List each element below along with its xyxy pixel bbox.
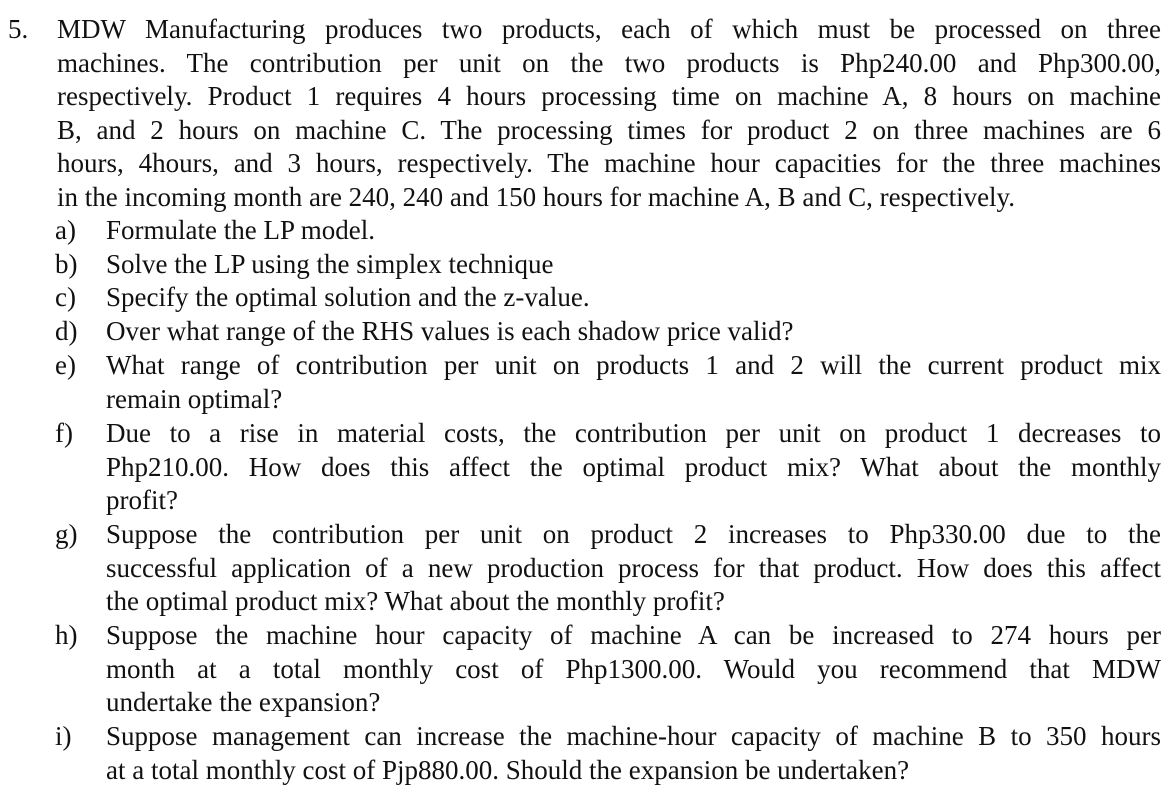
sub-question-text [106, 315, 1161, 349]
sub-question-line: month at a total monthly cost of Php1300.00. Would you recommend that MDW [106, 653, 1161, 684]
sub-question-line: Suppose the contribution per unit on product 2 increases to Php330.00 due to the [106, 519, 1161, 549]
sub-question-text [106, 720, 1161, 787]
sub-question-label: f) [55, 418, 73, 448]
sub-question-label: i) [55, 721, 72, 751]
sub-question-line: Suppose the machine hour capacity of machine A can be increased to 274 hours per [106, 620, 1161, 650]
sub-question-line: Solve the LP using the simplex technique [106, 249, 554, 279]
sub-question-line: Specify the optimal solution and the z-value. [106, 282, 590, 312]
sub-question-label: a) [55, 215, 76, 245]
sub-question-line: Suppose management can increase the machine-hour capacity of machine B to 350 hours [106, 721, 1161, 751]
sub-question-text [106, 349, 1161, 416]
sub-question-label: e) [55, 350, 76, 380]
sub-question-line: the optimal product mix? What about the monthly profit? [106, 586, 725, 616]
sub-question-label: b) [55, 249, 78, 279]
sub-question-line: Php210.00. How does this affect the optimal product mix? What about the monthly [106, 451, 1161, 482]
sub-question-line: undertake the expansion? [106, 687, 381, 717]
statement-line: in the incoming month are 240, 240 and 150 hours for machine A, B and C, respectively. [57, 181, 1016, 212]
statement-line: MDW Manufacturing produces two products, each of which must be processed on three [57, 14, 1161, 44]
problem-number: 5. [8, 14, 29, 44]
sub-question-line: remain optimal? [106, 383, 283, 414]
sub-question-text [106, 248, 1161, 282]
sub-question-text [106, 518, 1161, 619]
sub-question-line: successful application of a new production process for that product. How does this affect [106, 552, 1161, 583]
sub-question-line: at a total monthly cost of Pjp880.00. Should the expansion be undertaken? [106, 754, 910, 785]
sub-question-text [106, 619, 1161, 720]
sub-question-label: c) [55, 282, 76, 312]
sub-question-text [106, 281, 1161, 315]
statement-line: hours, 4hours, and 3 hours, respectively. The machine hour capacities for the three machines [57, 148, 1161, 178]
sub-question-line: Due to a rise in material costs, the contribution per unit on product 1 decreases to [106, 418, 1161, 448]
sub-question-line: Over what range of the RHS values is each shadow price valid? [106, 316, 794, 346]
sub-question-line: What range of contribution per unit on products 1 and 2 will the current product mix [106, 350, 1161, 380]
sub-question-text [106, 214, 1161, 248]
sub-question-line: Formulate the LP model. [106, 215, 375, 245]
sub-question-label: d) [55, 316, 78, 346]
statement-line: B, and 2 hours on machine C. The processing times for product 2 on three machines are 6 [57, 114, 1161, 145]
sub-question-text [106, 417, 1161, 518]
problem-statement [57, 13, 1161, 214]
statement-line: respectively. Product 1 requires 4 hours processing time on machine A, 8 hours on machine [57, 81, 1161, 111]
sub-question-line: profit? [106, 485, 178, 515]
sub-question-label: h) [55, 620, 78, 650]
sub-question-label: g) [55, 519, 78, 549]
statement-line: machines. The contribution per unit on the two products is Php240.00 and Php300.00, [57, 47, 1161, 78]
